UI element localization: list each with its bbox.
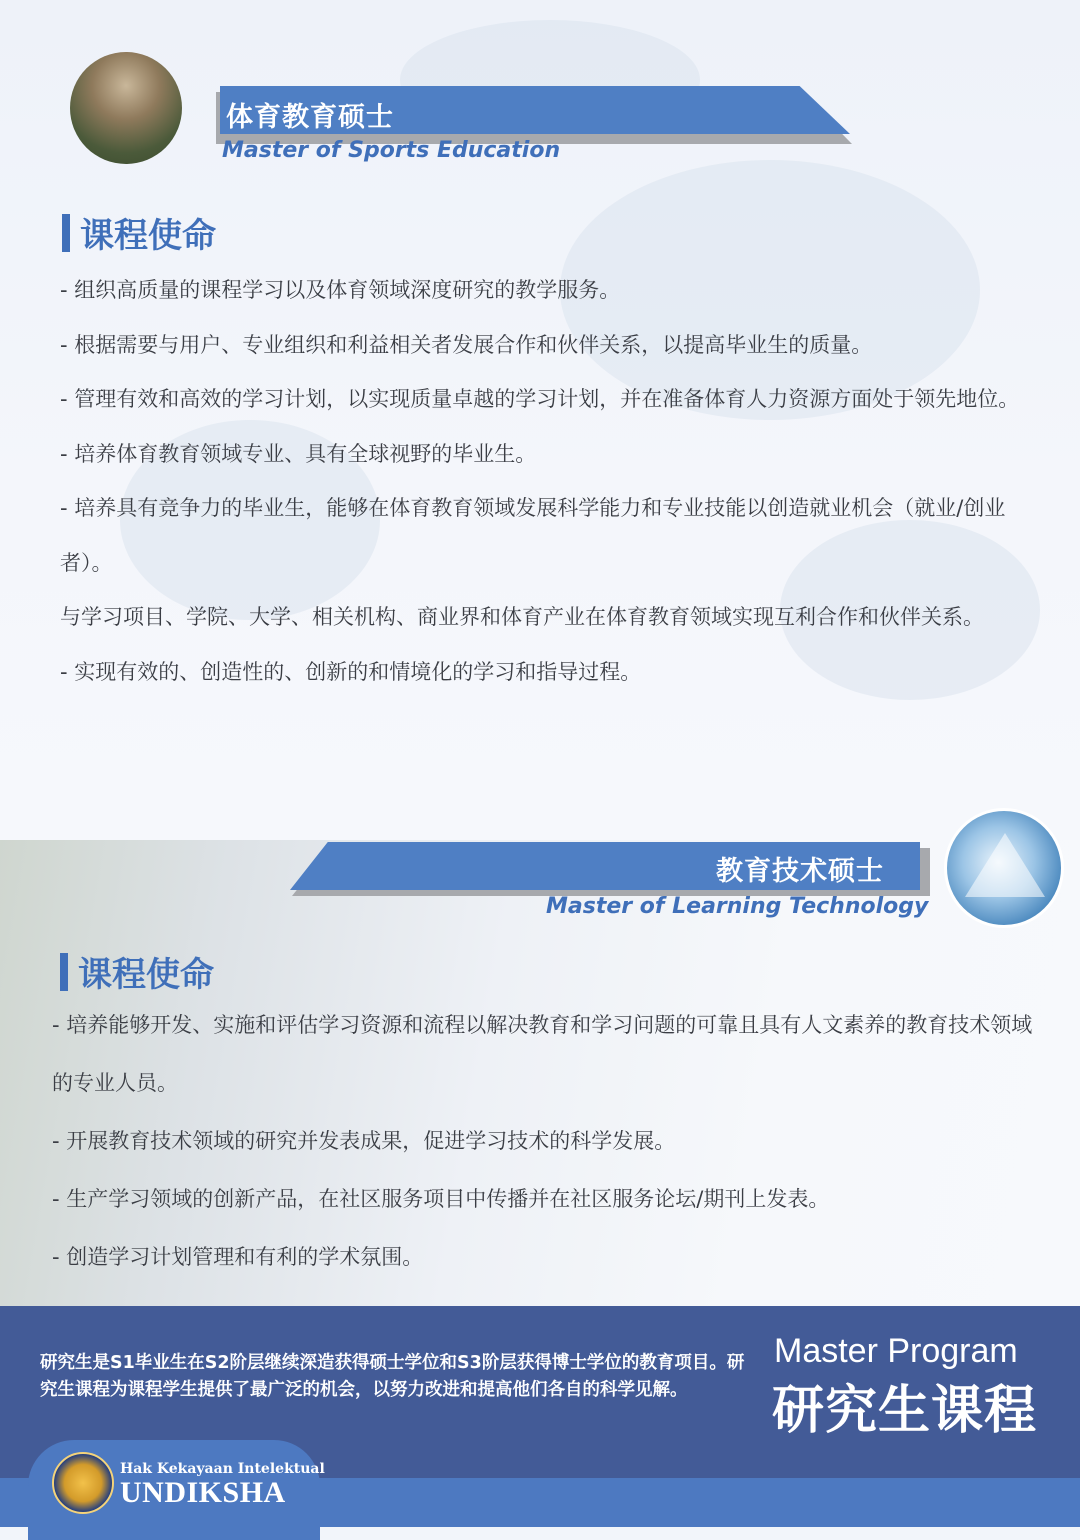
logo-name: UNDIKSHA (120, 1476, 286, 1509)
sports-title-cn: 体育教育硕士 (226, 102, 394, 133)
mission-item: - 开展教育技术领域的研究并发表成果，促进学习技术的科学发展。 (52, 1129, 676, 1153)
heading-text: 课程使命 (78, 955, 214, 995)
university-seal-icon (52, 1452, 114, 1514)
mission-item: - 创造学习计划管理和有利的学术氛围。 (52, 1245, 424, 1269)
heading-text: 课程使命 (80, 216, 216, 256)
technology-title-cn: 教育技术硕士 (716, 856, 884, 887)
technology-title-en: Master of Learning Technology (546, 894, 929, 919)
mission-item: - 培养具有竞争力的毕业生，能够在体育教育领域发展科学能力和专业技能以创造就业机会（就业/创业者）。 (60, 496, 1006, 575)
program-title-en: Master Program (774, 1332, 1018, 1370)
mission-item: - 生产学习领域的创新产品，在社区服务项目中传播并在社区服务论坛/期刊上发表。 (52, 1187, 830, 1211)
heading-bar (60, 953, 68, 991)
mission-item: - 培养能够开发、实施和评估学习资源和流程以解决教育和学习问题的可靠且具有人文素养的教育技术领域的专业人员。 (52, 1013, 1033, 1095)
sports-title-en: Master of Sports Education (222, 138, 561, 163)
footer-description: 研究生是S1毕业生在S2阶层继续深造获得硕士学位和S3阶层获得博士学位的教育项目。研究生课程为课程学生提供了最广泛的机会，以努力改进和提高他们各自的科学见解。 (40, 1353, 745, 1400)
sports-photo (70, 52, 182, 164)
mission-item: - 管理有效和高效的学习计划，以实现质量卓越的学习计划，并在准备体育人力资源方面处于领先地位。 (60, 387, 1020, 411)
sports-mission-list (60, 263, 1045, 699)
logo-tagline: Hak Kekayaan Intelektual (120, 1461, 325, 1477)
section-heading (62, 208, 216, 257)
mission-item: - 实现有效的、创造性的、创新的和情境化的学习和指导过程。 (60, 659, 642, 684)
prism-shape (965, 833, 1045, 897)
mission-item: - 根据需要与用户、专业组织和利益相关者发展合作和伙伴关系，以提高毕业生的质量。 (60, 332, 873, 357)
heading-bar (62, 214, 70, 252)
program-title-cn: 研究生课程 (772, 1381, 1038, 1441)
mission-item: - 培养体育教育领域专业、具有全球视野的毕业生。 (60, 441, 537, 466)
mission-item: - 组织高质量的课程学习以及体育领域深度研究的教学服务。 (60, 278, 621, 302)
mission-item: 与学习项目、学院、大学、相关机构、商业界和体育产业在体育教育领域实现互利合作和伙伴关系。 (60, 605, 984, 629)
prism-photo (944, 808, 1064, 928)
section-heading (60, 947, 214, 996)
technology-mission-list (52, 996, 1037, 1286)
